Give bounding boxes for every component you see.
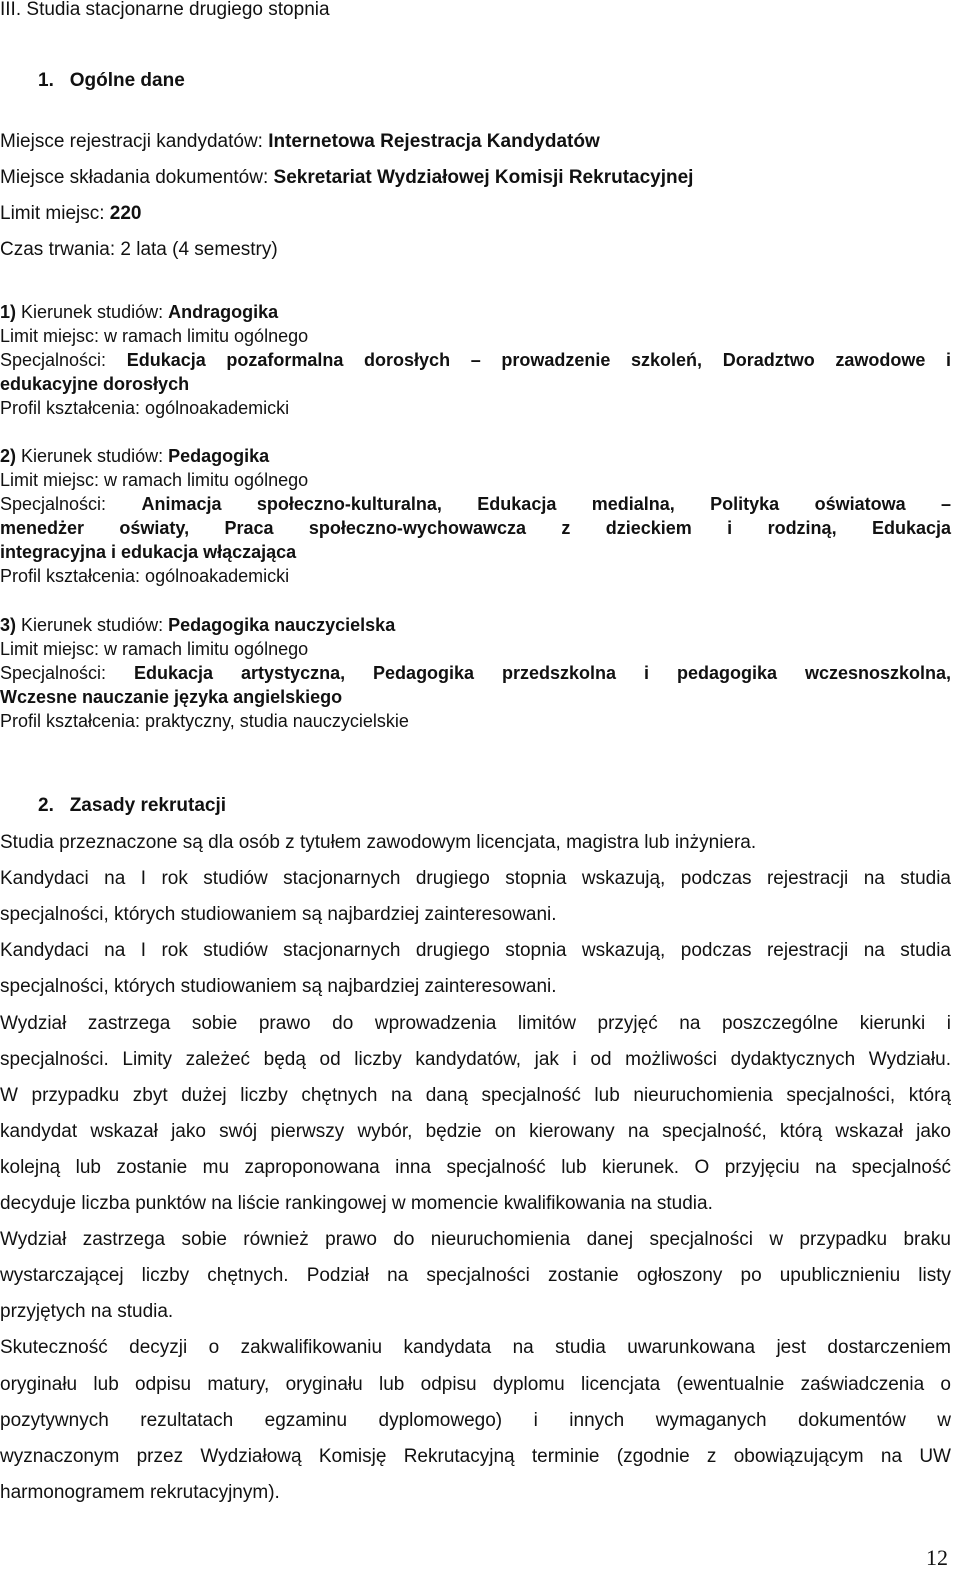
documents-line [0,166,693,190]
program-2-field-value: Pedagogika [168,446,270,466]
rules-heading-number: 2. [38,795,54,816]
page-number: 12 [926,1545,948,1570]
program-2-spec-value-1: Animacja społeczno-kulturalna, Edukacja medialna, Polityka oświatowa – [141,494,951,514]
registration-line [0,130,600,154]
program-2-profile: Profil kształcenia: ogólnoakademicki [0,566,290,586]
program-1-limit: Limit miejsc: w ramach limitu ogólnego [0,326,309,346]
documents-value: Sekretariat Wydziałowej Komisji Rekrutacyjnej [273,167,694,188]
program-1-profile: Profil kształcenia: ogólnoakademicki [0,398,290,418]
rules-line: wyznaczonym przez Wydziałową Komisję Rekrutacyjną terminie (zgodnie z obowiązującym na UW [0,1446,951,1467]
program-2-field-label: Kierunek studiów: [16,446,169,466]
documents-label: Miejsce składania dokumentów: [0,167,274,188]
program-3-field-value: Pedagogika nauczycielska [168,615,396,635]
program-1-field-label: Kierunek studiów: [16,302,169,322]
program-3-spec-value-1: Edukacja artystyczna, Pedagogika przedszkolna i pedagogika wczesnoszkolna, [134,663,952,683]
general-heading [38,69,185,93]
rules-heading-title: Zasady rekrutacji [69,795,227,816]
general-heading-number: 1. [38,70,54,91]
program-1-field-value: Andragogika [168,302,279,322]
rules-heading [38,794,226,818]
rules-line: Studia przeznaczone są dla osób z tytułem zawodowym licencjata, magistra lub inżyniera. [0,832,757,853]
program-3-spec-line-2: Wczesne nauczanie języka angielskiego [0,687,343,707]
program-3-number: 3) [0,615,17,635]
program-3-spec-line-1 [0,661,951,685]
general-heading-title: Ogólne dane [69,70,185,91]
rules-line: pozytywnych rezultatach egzaminu dyplomowego) i innych wymaganych dokumentów w [0,1410,951,1431]
limit-label: Limit miejsc: [0,203,110,224]
program-3-spec-label: Specjalności: [0,663,135,683]
rules-line: Kandydaci na I rok studiów stacjonarnych drugiego stopnia wskazują, podczas rejestracji na studia [0,868,951,889]
program-1-field [0,300,278,324]
program-3-field-label: Kierunek studiów: [16,615,169,635]
rules-line: specjalności, których studiowaniem są najbardziej zainteresowani. [0,904,557,925]
rules-line: Skuteczność decyzji o zakwalifikowaniu kandydata na studia uwarunkowana jest dostarczeniem [0,1337,951,1358]
program-3-limit: Limit miejsc: w ramach limitu ogólnego [0,639,309,659]
registration-value: Internetowa Rejestracja Kandydatów [268,131,600,152]
duration-line: Czas trwania: 2 lata (4 semestry) [0,239,278,260]
rules-line: decyduje liczba punktów na liście rankingowej w momencie kwalifikowania na studia. [0,1193,713,1214]
rules-line: oryginału lub odpisu matury, oryginału lub odpisu dyplomu licencjata (ewentualnie zaświadczenia o [0,1374,951,1395]
rules-line: Kandydaci na I rok studiów stacjonarnych drugiego stopnia wskazują, podczas rejestracji na studia [0,940,951,961]
program-1-spec-value-1: Edukacja pozaformalna dorosłych – prowadzenie szkoleń, Doradztwo zawodowe i [126,350,951,370]
program-1-spec-line-1 [0,348,951,372]
program-1-spec-label: Specjalności: [0,350,127,370]
rules-line: W przypadku zbyt dużej liczby chętnych na daną specjalność lub nieuruchomienia specjalności, którą [0,1085,951,1106]
rules-line: Wydział zastrzega sobie prawo do wprowadzenia limitów przyjęć na poszczególne kierunki i [0,1013,951,1034]
rules-line: specjalności. Limity zależeć będą od liczby kandydatów, jak i od możliwości dydaktycznych Wydziału. [0,1049,951,1070]
program-2-spec-line-1 [0,492,951,516]
program-2-spec-line-3: integracyjna i edukacja włączająca [0,542,297,562]
program-3-field [0,613,395,637]
rules-line: harmonogramem rekrutacyjnym). [0,1482,280,1503]
rules-line: przyjętych na studia. [0,1301,174,1322]
program-2-spec-label: Specjalności: [0,494,142,514]
section-title: III. Studia stacjonarne drugiego stopnia [0,0,330,20]
program-2-number: 2) [0,446,17,466]
program-3-profile: Profil kształcenia: praktyczny, studia nauczycielskie [0,711,409,731]
rules-line: kolejną lub zostanie mu zaproponowana inna specjalność lub kierunek. O przyjęciu na specjalność [0,1157,951,1178]
program-1-spec-line-2: edukacyjne dorosłych [0,374,190,394]
registration-label: Miejsce rejestracji kandydatów: [0,131,269,152]
program-2-spec-line-2: menedżer oświaty, Praca społeczno-wychowawcza z dzieckiem i rodziną, Edukacja [0,518,951,538]
rules-line: Wydział zastrzega sobie również prawo do nieuruchomienia danej specjalności w przypadku braku [0,1229,951,1250]
program-1-number: 1) [0,302,17,322]
rules-line: kandydat wskazał jako swój pierwszy wybór, będzie on kierowany na specjalność, którą wskazał jako [0,1121,951,1142]
limit-line [0,202,142,226]
program-2-limit: Limit miejsc: w ramach limitu ogólnego [0,470,309,490]
rules-line: specjalności, których studiowaniem są najbardziej zainteresowani. [0,976,557,997]
program-2-field [0,444,269,468]
rules-line: wystarczającej liczby chętnych. Podział na specjalności zostanie ogłoszony po upublicznieniu listy [0,1265,951,1286]
limit-value: 220 [109,203,142,224]
